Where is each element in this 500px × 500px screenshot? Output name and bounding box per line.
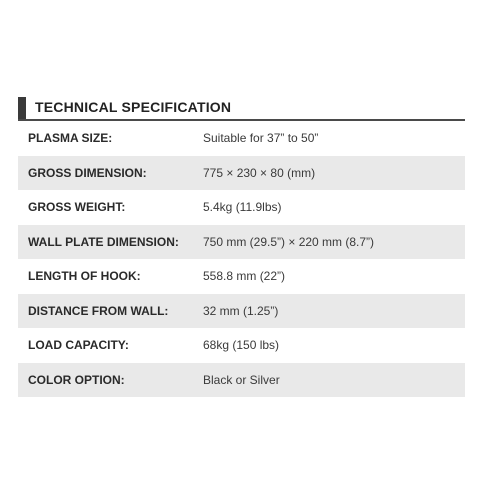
- spec-label: COLOR OPTION:: [28, 372, 125, 387]
- spec-label: PLASMA SIZE:: [28, 131, 113, 146]
- spec-table: [18, 121, 465, 397]
- spec-row-length-of-hook: [18, 259, 465, 294]
- spec-row-gross-dimension: [18, 156, 465, 191]
- spec-row-load-capacity: [18, 328, 465, 363]
- spec-label: DISTANCE FROM WALL:: [28, 303, 169, 318]
- spec-label: GROSS DIMENSION:: [28, 165, 147, 180]
- spec-row-wall-plate-dimension: [18, 225, 465, 260]
- spec-value: Suitable for 37” to 50”: [203, 131, 319, 146]
- spec-label: GROSS WEIGHT:: [28, 200, 126, 215]
- spec-value: 775 × 230 × 80 (mm): [203, 165, 316, 180]
- spec-value: 750 mm (29.5”) × 220 mm (8.7”): [203, 234, 375, 249]
- spec-row-color-option: [18, 363, 465, 398]
- spec-label: WALL PLATE DIMENSION:: [28, 234, 179, 249]
- spec-value: 32 mm (1.25”): [203, 303, 279, 318]
- spec-value: Black or Silver: [203, 372, 280, 387]
- spec-header: [18, 97, 465, 121]
- spec-row-gross-weight: [18, 190, 465, 225]
- spec-value: 68kg (150 lbs): [203, 338, 280, 353]
- spec-label: LENGTH OF HOOK:: [28, 269, 141, 284]
- spec-value: 5.4kg (11.9lbs): [203, 200, 282, 215]
- spec-row-plasma-size: [18, 121, 465, 156]
- header-accent-bar: [18, 97, 26, 119]
- spec-value: 558.8 mm (22”): [203, 269, 286, 284]
- spec-row-distance-from-wall: [18, 294, 465, 329]
- spec-label: LOAD CAPACITY:: [28, 338, 129, 353]
- section-title: TECHNICAL SPECIFICATION: [35, 99, 232, 115]
